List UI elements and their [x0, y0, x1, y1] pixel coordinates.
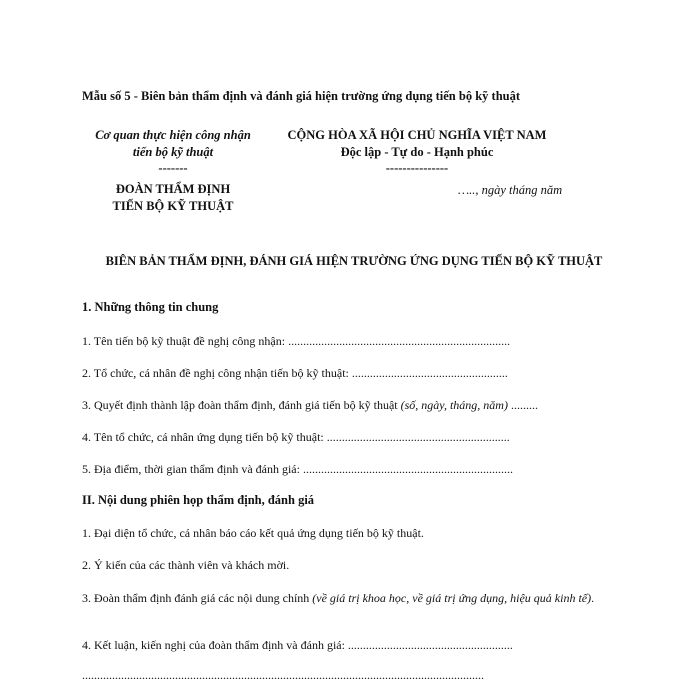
- form-title: Mẫu số 5 - Biên bản thẩm định và đánh giá hiện trường ứng dụng tiến bộ kỹ thuật: [82, 89, 521, 103]
- country-name: CỘNG HÒA XÃ HỘI CHỦ NGHĨA VIỆT NAM: [287, 128, 547, 142]
- section-2-item-2: 2. Ý kiến của các thành viên và khách mời.: [82, 558, 290, 572]
- section-1-item-1: 1. Tên tiến bộ kỹ thuật đề nghị công nhận: ..........................................................................: [82, 334, 511, 348]
- agency-line-2: tiến bộ kỹ thuật: [132, 145, 214, 159]
- section-2-item-3: [82, 590, 602, 607]
- section-1-item-4: 4. Tên tổ chức, cá nhân ứng dụng tiến bộ kỹ thuật: .............................................................: [82, 430, 510, 444]
- team-name-line-2: TIẾN BỘ KỸ THUẬT: [112, 199, 234, 213]
- section-1-item-2: 2. Tổ chức, cá nhân đề nghị công nhận tiến bộ kỹ thuật: ....................................................: [82, 366, 508, 380]
- issuing-agency-block: [82, 127, 264, 215]
- section-1-item-3-text: 3. Quyết định thành lập đoàn thẩm định, đánh giá tiến bộ kỹ thuật: [82, 398, 398, 412]
- section-1-heading: 1. Những thông tin chung: [82, 300, 219, 314]
- agency-separator: -------: [158, 161, 188, 175]
- team-name-line-1: ĐOÀN THẨM ĐỊNH: [115, 182, 231, 196]
- section-2-item-4: 4. Kết luận, kiến nghị của đoàn thẩm định và đánh giá: .......................................................: [82, 638, 513, 652]
- section-2-item-3-italic: (về giá trị khoa học, về giá trị ứng dụng, hiệu quả kinh tế): [312, 591, 592, 605]
- section-1-item-5: 5. Địa điểm, thời gian thẩm định và đánh giá: ......................................................................: [82, 462, 513, 476]
- section-2-item-3-end: .: [591, 591, 595, 605]
- agency-line-1: Cơ quan thực hiện công nhận: [95, 128, 251, 142]
- motto-separator: ---------------: [385, 161, 449, 175]
- section-2-item-1: 1. Đại diện tổ chức, cá nhân báo cáo kết quả ứng dụng tiến bộ kỹ thuật.: [82, 526, 424, 540]
- section-1-item-3-dots: .........: [510, 398, 538, 412]
- section-2-dotted-line: ......................................................................................................................................: [82, 668, 484, 682]
- section-2-heading: II. Nội dung phiên họp thẩm định, đánh giá: [82, 493, 315, 507]
- section-1-item-3-italic: (số, ngày, tháng, năm): [400, 398, 508, 412]
- national-motto: Độc lập - Tự do - Hạnh phúc: [340, 145, 494, 159]
- date-line: ….., ngày tháng năm: [458, 183, 563, 197]
- national-header-block: [272, 127, 562, 175]
- document-title: BIÊN BẢN THẨM ĐỊNH, ĐÁNH GIÁ HIỆN TRƯỜNG ỨNG DỤNG TIẾN BỘ KỸ THUẬT: [105, 254, 603, 268]
- section-1-item-3: [82, 398, 538, 413]
- section-2-item-3-text: 3. Đoàn thẩm định đánh giá các nội dung chính: [82, 591, 310, 605]
